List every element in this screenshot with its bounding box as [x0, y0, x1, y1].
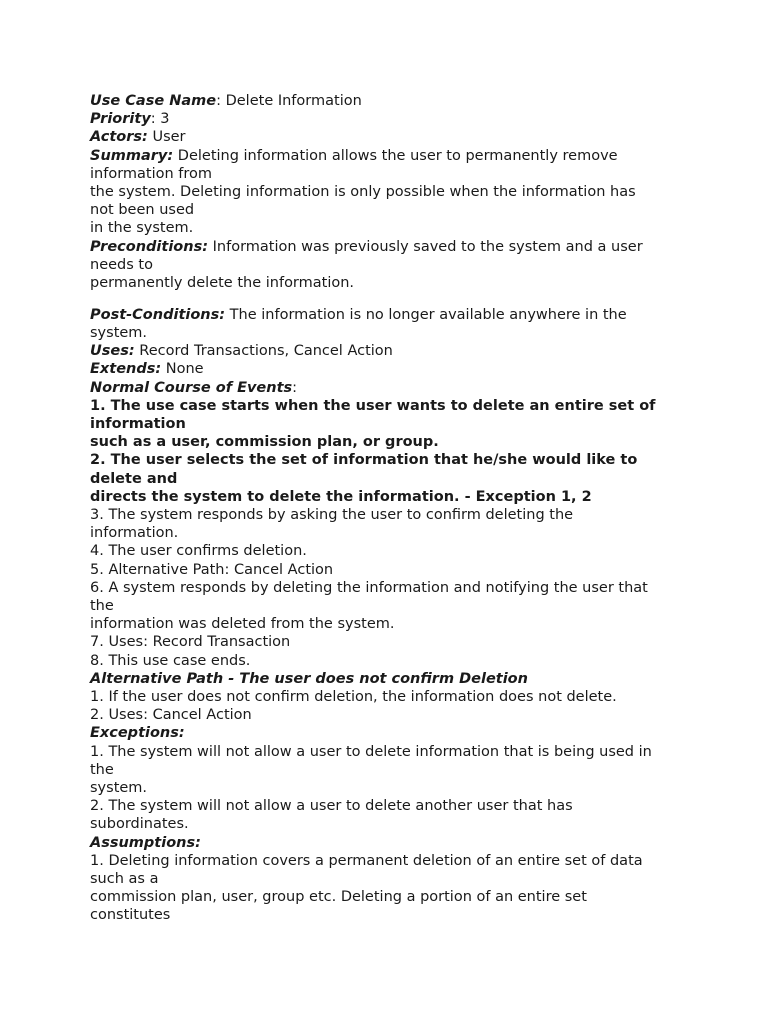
alternative-path-heading: Alternative Path - The user does not confirm Deletion — [90, 670, 528, 687]
actors-label: Actors: — [90, 129, 148, 146]
post-conditions-label: Post-Conditions: — [90, 306, 226, 323]
priority-line — [90, 110, 690, 128]
assumptions-section — [90, 834, 690, 925]
summary-text: Deleting information allows the user to permanently remove — [173, 147, 618, 164]
uses-label: Uses: — [90, 343, 135, 360]
normal-course-label: Normal Course of Events — [90, 379, 293, 396]
use-case-name-label: Use Case Name — [90, 93, 217, 109]
normal-course-separator: : — [292, 379, 298, 396]
exception-item: the — [90, 761, 114, 778]
assumption-item: constitutes — [90, 907, 171, 924]
normal-course-step: such as a user, commission plan, or group. — [90, 434, 439, 451]
exceptions-heading: Exceptions: — [90, 725, 185, 742]
extends-line — [90, 360, 690, 378]
priority-label: Priority — [90, 111, 151, 128]
actors-line — [90, 128, 690, 146]
exception-item: 1. The system will not allow a user to delete information that is being used in — [90, 743, 652, 760]
post-conditions-section — [90, 306, 690, 342]
preconditions-section — [90, 238, 690, 293]
normal-course-step: 1. The use case starts when the user wants to delete an entire set of — [90, 397, 656, 414]
summary-section — [90, 147, 690, 238]
priority-separator: : — [150, 111, 161, 128]
normal-course-step: directs the system to delete the information. - Exception 1, 2 — [90, 488, 592, 505]
assumption-item: such as a — [90, 871, 159, 888]
exception-item: 2. The system will not allow a user to delete another user that has — [90, 798, 573, 815]
post-conditions-line — [90, 306, 690, 324]
normal-course-step: 8. This use case ends. — [90, 652, 251, 669]
summary-label: Summary: — [90, 147, 174, 164]
uses-value: Record Transactions, Cancel Action — [134, 343, 393, 360]
summary-line — [90, 147, 690, 165]
use-case-name-separator: : — [216, 93, 226, 109]
use-case-name-value: Delete Information — [225, 93, 362, 109]
preconditions-line — [90, 238, 690, 256]
normal-course-step: 2. The user selects the set of information that he/she would like to — [90, 452, 638, 469]
summary-text: the system. Deleting information is only possible when the information has — [90, 184, 636, 201]
normal-course-step: information. — [90, 525, 179, 542]
assumption-item: 1. Deleting information covers a permanent deletion of an entire set of data — [90, 852, 643, 869]
priority-value: 3 — [160, 111, 170, 128]
normal-course-step: 6. A system responds by deleting the information and notifying the user that — [90, 579, 648, 596]
uses-line — [90, 342, 690, 360]
normal-course-step: information was deleted from the system. — [90, 616, 395, 633]
normal-course-step: 4. The user confirms deletion. — [90, 543, 307, 560]
alternative-path-step: 1. If the user does not confirm deletion, the information does not delete. — [90, 689, 617, 705]
use-case-document — [90, 92, 690, 925]
normal-course-step: the — [90, 597, 114, 614]
preconditions-text: permanently delete the information. — [90, 275, 355, 292]
extends-value: None — [161, 361, 204, 378]
normal-course-step: delete and — [90, 470, 178, 487]
summary-text: in the system. — [90, 220, 194, 237]
preconditions-text: needs to — [90, 256, 153, 273]
normal-course-heading — [90, 379, 690, 397]
exception-item: subordinates. — [90, 816, 189, 833]
summary-text: information from — [90, 165, 213, 182]
assumptions-heading: Assumptions: — [90, 834, 201, 851]
normal-course-step: 7. Uses: Record Transaction — [90, 634, 291, 651]
alternative-path-step: 2. Uses: Cancel Action — [90, 707, 252, 724]
alternative-path-section — [90, 670, 690, 725]
post-conditions-text: The information is no longer available anywhere in the — [225, 306, 627, 323]
normal-course-section — [90, 379, 690, 670]
exception-item: system. — [90, 780, 148, 797]
normal-course-step: 3. The system responds by asking the user to confirm deleting the — [90, 506, 574, 523]
post-conditions-text: system. — [90, 324, 148, 341]
normal-course-step: information — [90, 415, 186, 432]
paragraph-gap — [90, 292, 690, 306]
actors-value: User — [147, 129, 186, 146]
normal-course-step: 5. Alternative Path: Cancel Action — [90, 561, 334, 578]
extends-label: Extends: — [90, 361, 162, 378]
use-case-name-line — [90, 92, 690, 110]
preconditions-text: Information was previously saved to the system and a user — [208, 238, 643, 255]
assumption-item: commission plan, user, group etc. Deleting a portion of an entire set — [90, 889, 587, 906]
preconditions-label: Preconditions: — [90, 238, 209, 255]
summary-text: not been used — [90, 202, 195, 219]
exceptions-section — [90, 724, 690, 833]
